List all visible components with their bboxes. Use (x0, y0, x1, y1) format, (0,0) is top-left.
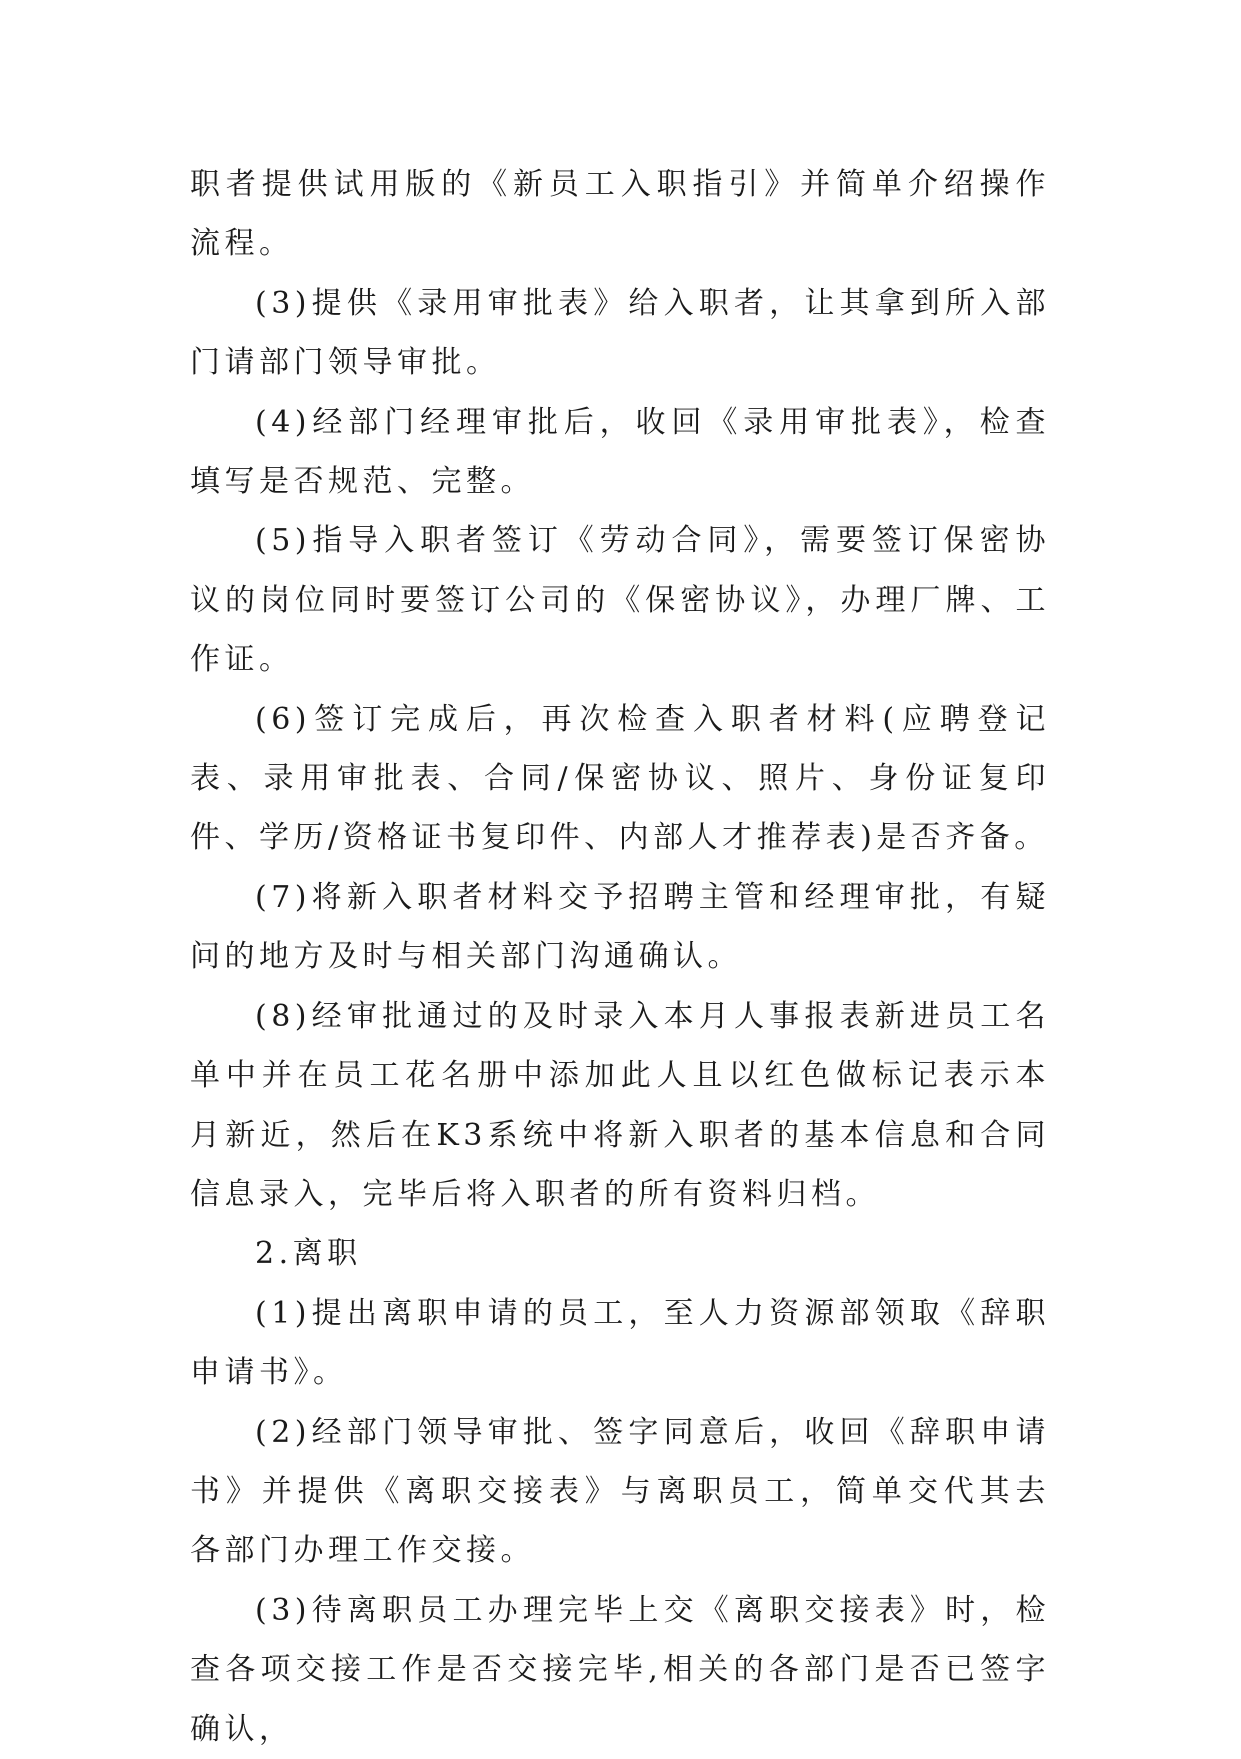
paragraph-item-6: (6)签订完成后，再次检查入职者材料(应聘登记表、录用审批表、合同/保密协议、照片、身份证复印件、学历/资格证书复印件、内部人才推荐表)是否齐备。 (190, 701, 1050, 856)
paragraph-item-5: (5)指导入职者签订《劳动合同》，需要签订保密协议的岗位同时要签订公司的《保密协议》，办理厂牌、工作证。 (190, 523, 1050, 678)
paragraph-resign-item-1: (1)提出离职申请的员工，至人力资源部领取《辞职申请书》。 (190, 1295, 1050, 1391)
paragraph-item-7: (7)将新入职者材料交予招聘主管和经理审批，有疑问的地方及时与相关部门沟通确认。 (190, 879, 1050, 975)
document-body (190, 155, 1050, 1759)
paragraph-item-8: (8)经审批通过的及时录入本月人事报表新进员工名单中并在员工花名册中添加此人且以红色做标记表示本月新近，然后在K3系统中将新入职者的基本信息和合同信息录入，完毕后将入职者的所有资料归档。 (190, 998, 1050, 1212)
paragraph-item-4: (4)经部门经理审批后，收回《录用审批表》，检查填写是否规范、完整。 (190, 404, 1050, 500)
paragraph-intro-continuation: 职者提供试用版的《新员工入职指引》并简单介绍操作流程。 (190, 167, 1050, 262)
section-heading-resignation: 2.离职 (255, 1236, 362, 1272)
paragraph-item-3: (3)提供《录用审批表》给入职者，让其拿到所入部门请部门领导审批。 (190, 285, 1050, 381)
paragraph-resign-item-3: (3)待离职员工办理完毕上交《离职交接表》时，检查各项交接工作是否交接完毕,相关的各部门是否已签字确认， (190, 1592, 1050, 1747)
paragraph-resign-item-2: (2)经部门领导审批、签字同意后，收回《辞职申请书》并提供《离职交接表》与离职员工，简单交代其去各部门办理工作交接。 (190, 1414, 1050, 1569)
